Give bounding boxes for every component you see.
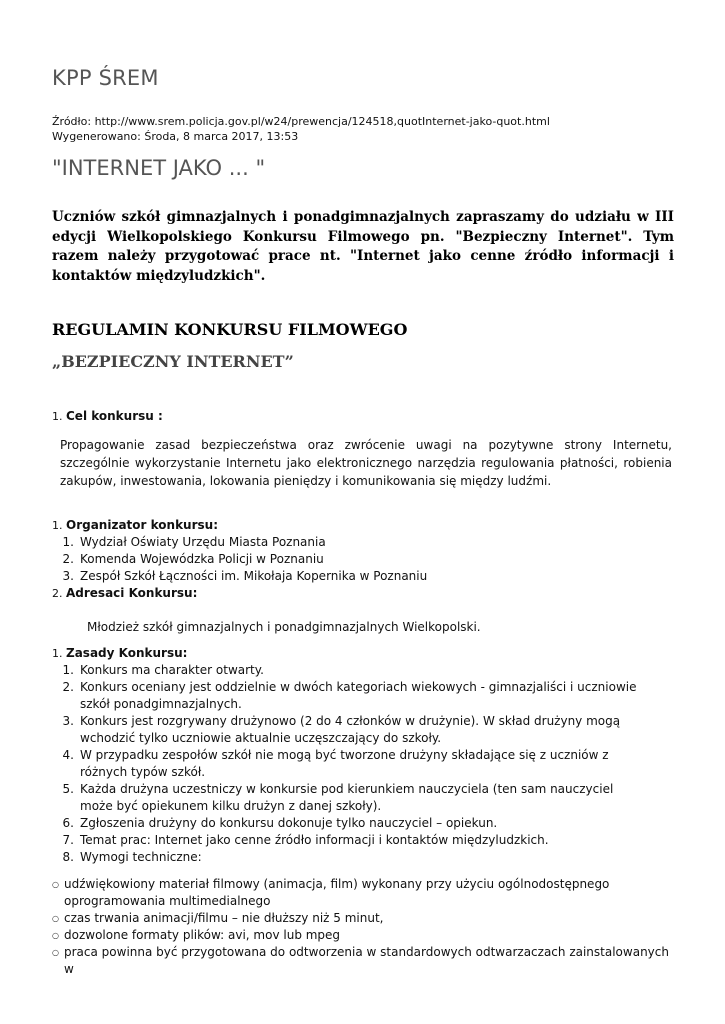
- section-number: 1.: [52, 410, 63, 423]
- article-title: "INTERNET JAKO ... ": [52, 156, 266, 180]
- site-title: KPP ŚREM: [52, 66, 159, 90]
- list-item: 3. Zespół Szkół Łączności im. Mikołaja Kopernika w Poznaniu: [62, 569, 428, 583]
- list-item: ○ dozwolone formaty plików: avi, mov lub mpeg: [52, 928, 341, 942]
- section-number: 1.: [52, 647, 63, 660]
- section-organizator: [52, 517, 674, 602]
- section-label: Zasady Konkursu:: [66, 646, 188, 660]
- list-item: ○ czas trwania animacji/filmu – nie dłuższy niż 5 minut,: [52, 911, 384, 925]
- section-cel: [52, 408, 674, 490]
- regulations-heading: REGULAMIN KONKURSU FILMOWEGO: [52, 320, 408, 339]
- list-item: 4. W przypadku zespołów szkół nie mogą być tworzone drużyny składające się z uczniów z różnych typów szkół.: [62, 748, 609, 779]
- list-item: 8. Wymogi techniczne:: [62, 850, 202, 864]
- section-number: 2.: [52, 587, 63, 600]
- bullet-icon: ○: [52, 931, 59, 940]
- article-lead: Uczniów szkół gimnazjalnych i ponadgimnazjalnych zapraszamy do udziału w III edycji Wielkopolskiego Konkursu Filmowego pn. "Bezpieczny Internet". Tym razem należy przygotować prace nt. "Internet jako cenne źródło informacji i kontaktów międzyludzkich".: [52, 209, 674, 284]
- list-item: ○ udźwiękowiony materiał filmowy (animacja, film) wykonany przy użyciu ogólnodostępnego oprogramowania multimedialnego: [52, 877, 610, 908]
- section-label: Adresaci Konkursu:: [66, 586, 198, 600]
- section-paragraph: Propagowanie zasad bezpieczeństwa oraz zwrócenie uwagi na pozytywne strony Internetu, szczególnie wykorzystanie Internetu jako elektronicznego narzędzia regulowania płatności, robienia zakupów, inwestowania, lokowania pieniędzy i komunikowania się między ludźmi.: [60, 438, 672, 488]
- bullet-icon: ○: [52, 880, 59, 889]
- regulations-subheading: „BEZPIECZNY INTERNET”: [52, 352, 294, 371]
- section-label: Cel konkursu :: [66, 409, 163, 423]
- list-item: 5. Każda drużyna uczestniczy w konkursie pod kierunkiem nauczyciela (ten sam nauczyciel może być opiekunem kilku drużyn z danej szkoły).: [62, 782, 614, 813]
- document-meta: [52, 114, 550, 144]
- list-item: 2. Komenda Wojewódzka Policji w Poznaniu: [62, 552, 324, 566]
- generated-line: Wygenerowano: Środa, 8 marca 2017, 13:53: [52, 130, 299, 143]
- list-item: 1. Wydział Oświaty Urzędu Miasta Poznania: [62, 535, 326, 549]
- section-paragraph: Młodzież szkół gimnazjalnych i ponadgimnazjalnych Wielkopolski.: [87, 620, 481, 634]
- bullet-icon: ○: [52, 914, 59, 923]
- list-item: 2. Konkurs oceniany jest oddzielnie w dwóch kategoriach wiekowych - gimnazjaliści i uczniowie szkół ponadgimnazjalnych.: [62, 680, 637, 711]
- organizer-list: [52, 534, 674, 585]
- rules-list: [52, 662, 642, 866]
- bullet-icon: ○: [52, 948, 59, 957]
- list-item: ○ praca powinna być przygotowana do odtworzenia w standardowych odtwarzaczach zainstalowanych w: [52, 945, 669, 976]
- section-number: 1.: [52, 519, 63, 532]
- list-item: 6. Zgłoszenia drużyny do konkursu dokonuje tylko nauczyciel – opiekun.: [62, 816, 498, 830]
- section-adresaci: [87, 618, 481, 636]
- list-item: 3. Konkurs jest rozgrywany drużynowo (2 do 4 członków w drużynie). W skład drużyny mogą wchodzić tylko uczniowie aktualnie uczęszczający do szkoły.: [62, 714, 621, 745]
- technical-requirements-list: [52, 876, 674, 978]
- section-label: Organizator konkursu:: [66, 518, 218, 532]
- source-line: Źródło: http://www.srem.policja.gov.pl/w24/prewencja/124518,quotInternet-jako-quot.html: [52, 115, 550, 128]
- list-item: 7. Temat prac: Internet jako cenne źródło informacji i kontaktów międzyludzkich.: [62, 833, 549, 847]
- section-zasady: [52, 645, 674, 978]
- list-item: 1. Konkurs ma charakter otwarty.: [62, 663, 264, 677]
